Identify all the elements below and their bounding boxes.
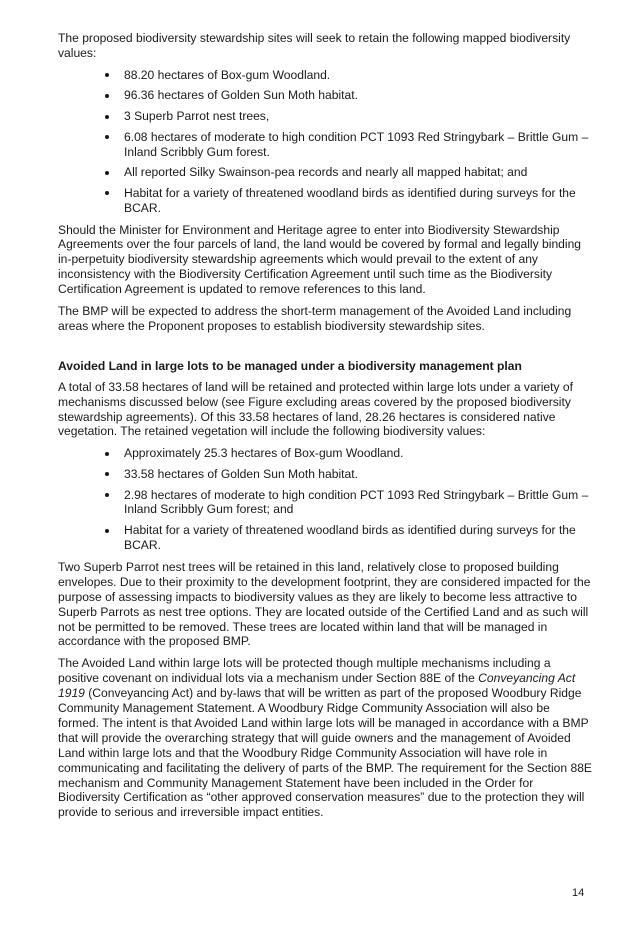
list-item: 96.36 hectares of Golden Sun Moth habitat. xyxy=(124,88,594,103)
avoided-land-intro: A total of 33.58 hectares of land will be retained and protected within large lots under a variety of mechanisms discussed below (see Figure excluding areas covered by the proposed biodiversity stewardship agreements). Of this 33.58 hectares of land, 28.26 hectares is considered native vegetation. The retained vegetation will include the following biodiversity values: xyxy=(58,379,573,439)
act-title: Conveyancing Act 1919 xyxy=(58,671,576,701)
protection-mechanisms-paragraph xyxy=(58,656,594,820)
stewardship-agreements-paragraph: Should the Minister for Environment and Heritage agree to enter into Biodiversity Stewardship Agreements over the four parcels of land, the land would be covered by formal and legally binding in-perpetuity biodiversity stewardship agreements which would prevail to the extent of any inconsistency with the Biodiversity Certification Agreement until such time as the Biodiversity Certification Agreement is updated to remove references to this land. xyxy=(58,222,582,297)
text-run: (Conveyancing Act) and by-laws that will be written as part of the proposed Woodbury Ridge Community Management Statement. A Woodbury Ridge Community Association will also be formed. The intent is that Avoided Land within large lots will be managed in accordance with a BMP that will provide the overarching strategy that will guide owners and the management of Avoided Land within large lots and that the Woodbury Ridge Community Association will have role in communicating and facilitating the delivery of parts of the BMP. The requirement for the Section 88E mechanism and Community Management Statement have been included in the Order for Biodiversity Certification as “other approved conservation measures” due to the protection they will provide to serious and irreversible impact entities. xyxy=(58,686,592,820)
stewardship-values-list xyxy=(58,68,594,216)
list-item: All reported Silky Swainson-pea records and nearly all mapped habitat; and xyxy=(124,165,594,180)
text-run: The Avoided Land within large lots will be protected though multiple mechanisms including a positive covenant on individual lots via a mechanism under Section 88E of the xyxy=(58,656,551,686)
stewardship-intro: The proposed biodiversity stewardship sites will seek to retain the following mapped biodiversity values: xyxy=(58,31,571,60)
list-item: 88.20 hectares of Box-gum Woodland. xyxy=(124,68,594,83)
avoided-land-values-list xyxy=(58,446,594,553)
bmp-paragraph: The BMP will be expected to address the short-term management of the Avoided Land including areas where the Proponent proposes to establish biodiversity stewardship sites. xyxy=(58,304,572,333)
nest-trees-paragraph: Two Superb Parrot nest trees will be retained in this land, relatively close to proposed building envelopes. Due to their proximity to the development footprint, they are considered impacted for the purpose of assessing impacts to biodiversity values as they are likely to become less attractive to Superb Parrots as nest tree options. They are located outside of the Certified Land and as such will not be permitted to be removed. These trees are located within land that will be managed in accordance with the proposed BMP. xyxy=(58,559,591,649)
section-heading: Avoided Land in large lots to be managed under a biodiversity management plan xyxy=(58,358,522,373)
list-item: 33.58 hectares of Golden Sun Moth habitat. xyxy=(124,467,594,482)
list-item: 3 Superb Parrot nest trees, xyxy=(124,109,594,124)
page-number: 14 xyxy=(572,887,585,899)
list-item: Habitat for a variety of threatened woodland birds as identified during surveys for the BCAR. xyxy=(124,523,594,553)
list-item: Approximately 25.3 hectares of Box-gum Woodland. xyxy=(124,446,594,461)
page-content xyxy=(58,31,594,827)
list-item: Habitat for a variety of threatened woodland birds as identified during surveys for the BCAR. xyxy=(124,186,594,216)
list-item: 2.98 hectares of moderate to high condition PCT 1093 Red Stringybark – Brittle Gum – Inland Scribbly Gum forest; and xyxy=(124,488,594,518)
list-item: 6.08 hectares of moderate to high condition PCT 1093 Red Stringybark – Brittle Gum – Inland Scribbly Gum forest. xyxy=(124,130,594,160)
